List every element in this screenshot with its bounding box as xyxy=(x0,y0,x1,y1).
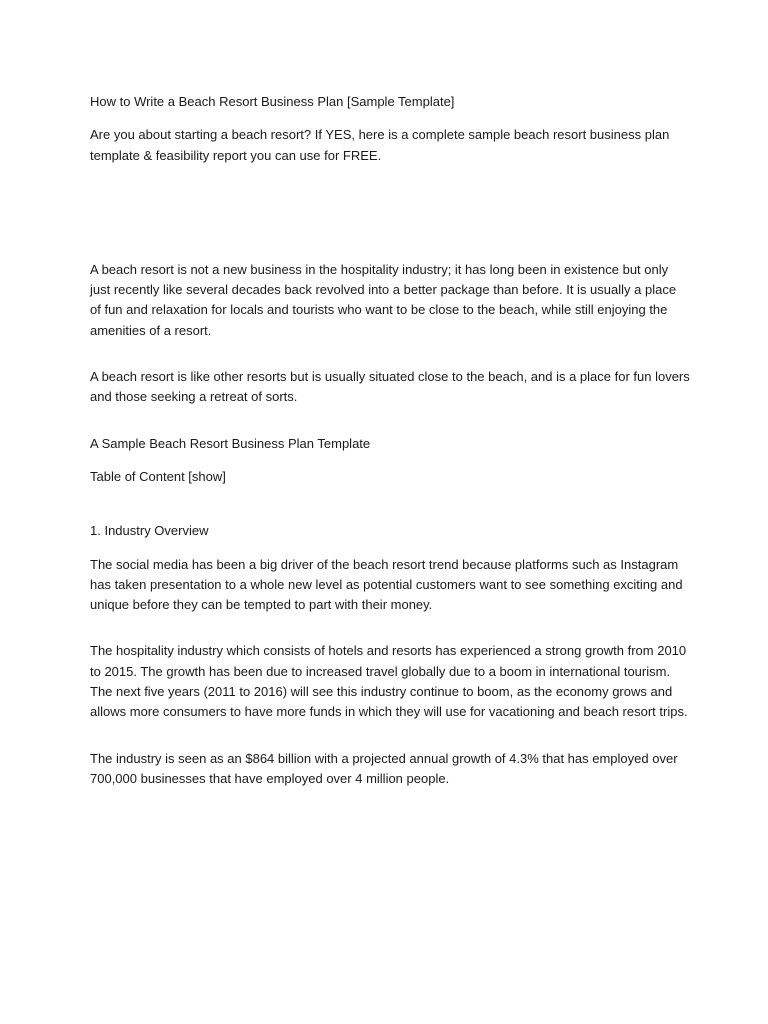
document-body xyxy=(90,92,690,789)
body-paragraph-1: A beach resort is not a new business in the hospitality industry; it has long been in existence but only just recently like several decades back revolved into a better package than before. It is usually a place of fun and relaxation for locals and tourists who want to be close to the beach, while still enjoying the amenities of a resort. xyxy=(90,261,677,338)
body-paragraph-4: The hospitality industry which consists of hotels and resorts has experienced a strong growth from 2010 to 2015. The growth has been due to increased travel globally due to a boom in international tourism. The next five years (2011 to 2016) will see this industry continue to boom, as the economy grows and allows more consumers to have more funds in which they will use for vacationing and beach resort trips. xyxy=(90,643,688,720)
table-of-content-toggle[interactable]: Table of Content [show] xyxy=(90,468,226,484)
body-paragraph-3: The social media has been a big driver of the beach resort trend because platforms such as Instagram has taken presentation to a whole new level as potential customers want to see something exciting and unique before they can be tempted to part with their money. xyxy=(90,556,683,613)
body-paragraph-2: A beach resort is like other resorts but is usually situated close to the beach, and is a place for fun lovers and those seeking a retreat of sorts. xyxy=(90,369,690,405)
intro-paragraph: Are you about starting a beach resort? If YES, here is a complete sample beach resort business plan template & feasibility report you can use for FREE. xyxy=(90,127,670,163)
section-title: A Sample Beach Resort Business Plan Template xyxy=(90,435,371,451)
body-paragraph-5: The industry is seen as an $864 billion with a projected annual growth of 4.3% that has employed over 700,000 businesses that have employed over 4 million people. xyxy=(90,750,678,786)
document-title: How to Write a Beach Resort Business Plan [Sample Template] xyxy=(90,94,455,109)
industry-overview-heading: 1. Industry Overview xyxy=(90,523,209,539)
